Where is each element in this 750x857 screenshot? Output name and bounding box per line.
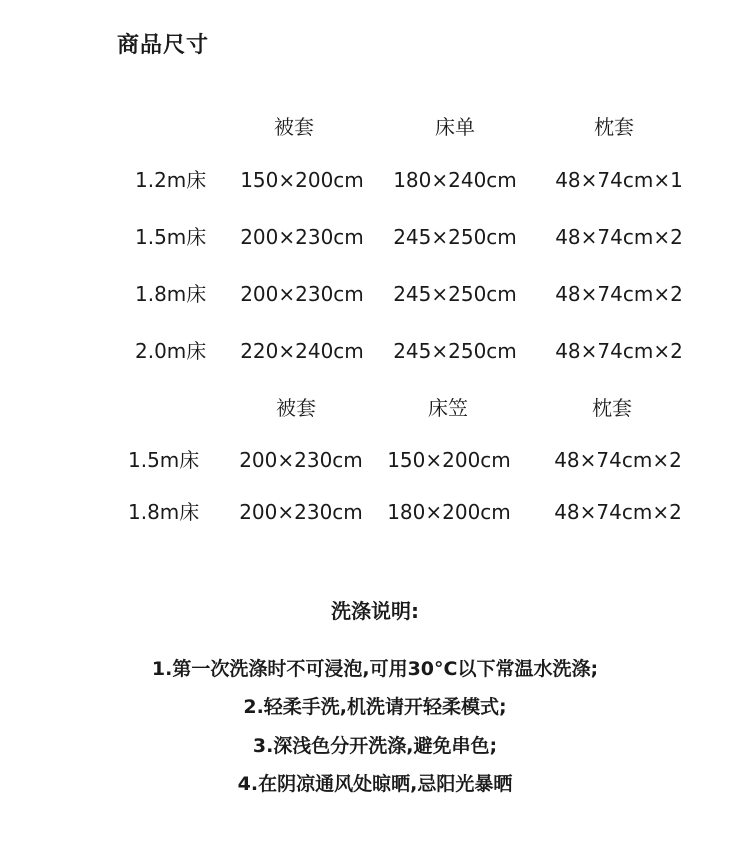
table1-row-label: 2.0m床 <box>135 339 207 363</box>
table2-cell: 48×74cm×2 <box>554 448 682 472</box>
table2-header-fitted-sheet: 床笠 <box>428 396 468 420</box>
table2-header-pillowcase: 枕套 <box>592 396 632 420</box>
table1-cell: 48×74cm×2 <box>555 339 683 363</box>
care-line-1: 1.第一次洗涤时不可浸泡,可用30°C以下常温水洗涤; <box>151 658 599 680</box>
table1-cell: 200×230cm <box>240 225 364 249</box>
table2-cell: 180×200cm <box>387 500 511 524</box>
table1-cell: 245×250cm <box>393 225 517 249</box>
table2-row-label: 1.8m床 <box>128 500 200 524</box>
table2-cell: 48×74cm×2 <box>554 500 682 524</box>
table2-cell: 200×230cm <box>239 448 363 472</box>
care-title: 洗涤说明: <box>331 599 419 623</box>
table1-cell: 48×74cm×1 <box>555 168 683 192</box>
table1-cell: 220×240cm <box>240 339 364 363</box>
table1-row-label: 1.5m床 <box>135 225 207 249</box>
table1-header-sheet: 床单 <box>435 115 475 139</box>
page-title: 商品尺寸 <box>117 33 210 58</box>
table1-cell: 48×74cm×2 <box>555 225 683 249</box>
table2-row-label: 1.5m床 <box>128 448 200 472</box>
care-line-2: 2.轻柔手洗,机洗请开轻柔模式; <box>243 696 507 718</box>
table1-header-duvet: 被套 <box>274 115 314 139</box>
table1-row-label: 1.2m床 <box>135 168 207 192</box>
table1-cell: 245×250cm <box>393 339 517 363</box>
table2-cell: 150×200cm <box>387 448 511 472</box>
table1-cell: 180×240cm <box>393 168 517 192</box>
table1-cell: 150×200cm <box>240 168 364 192</box>
table1-header-pillowcase: 枕套 <box>594 115 634 139</box>
table1-cell: 200×230cm <box>240 282 364 306</box>
table2-cell: 200×230cm <box>239 500 363 524</box>
table2-header-duvet: 被套 <box>276 396 316 420</box>
care-line-4: 4.在阴凉通风处晾晒,忌阳光暴晒 <box>237 773 513 795</box>
table1-cell: 48×74cm×2 <box>555 282 683 306</box>
care-line-3: 3.深浅色分开洗涤,避免串色; <box>252 735 498 757</box>
table1-cell: 245×250cm <box>393 282 517 306</box>
table1-row-label: 1.8m床 <box>135 282 207 306</box>
